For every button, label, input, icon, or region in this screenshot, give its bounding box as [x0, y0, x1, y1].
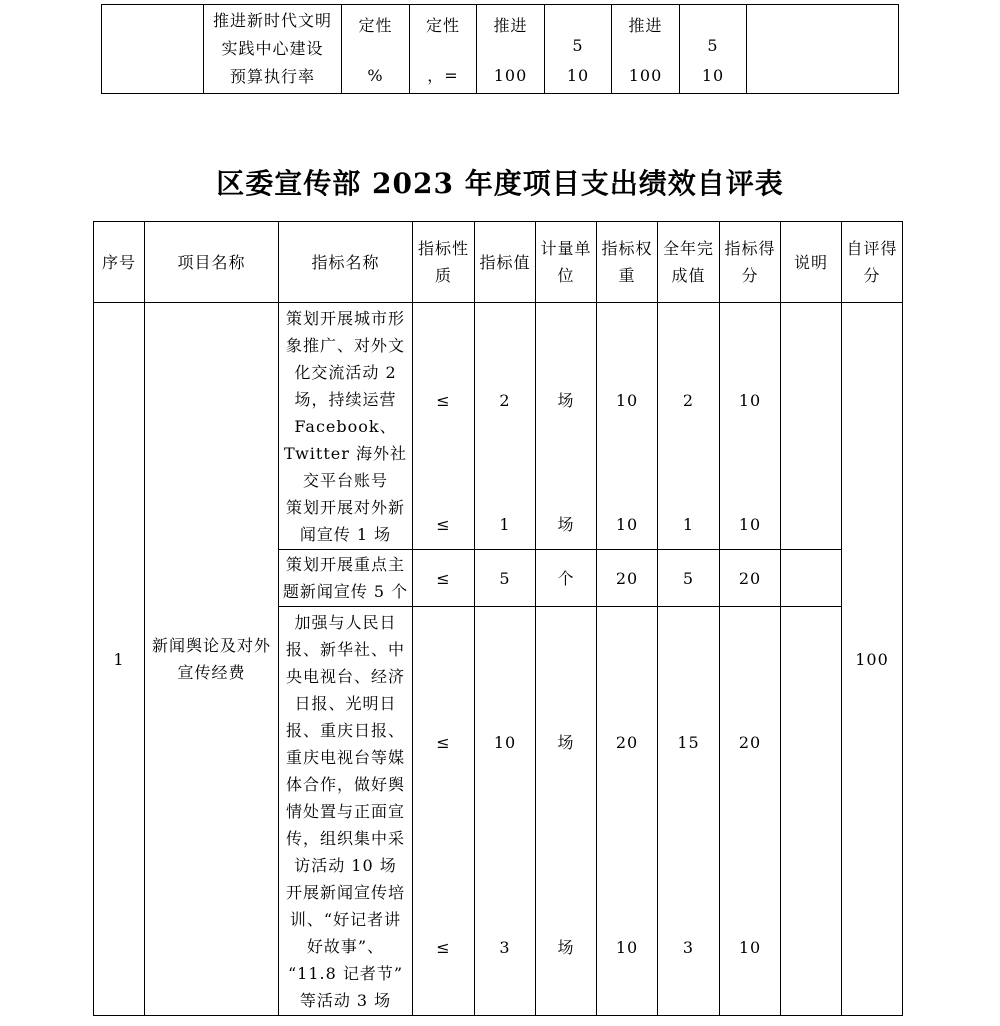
text-line: 质 — [434, 266, 452, 285]
header-nature — [413, 222, 475, 303]
text-line: 题新闻宣传 5 个 — [282, 582, 409, 601]
header-unit — [536, 222, 597, 303]
text-line: 重庆电视台等媒 — [285, 747, 405, 767]
text-line: 宣传经费 — [177, 663, 246, 682]
score-cell — [720, 303, 781, 550]
text-line: 1 — [499, 515, 511, 534]
text-line: 新闻舆论及对外 — [151, 636, 271, 655]
nature-cell: ≤ — [413, 550, 475, 607]
text-line: 策划开展对外新 — [285, 497, 405, 517]
header-indicator: 指标名称 — [279, 222, 413, 303]
value-cell: 5 — [475, 550, 536, 607]
text-line: 2 — [499, 391, 511, 410]
header-project: 项目名称 — [145, 222, 279, 303]
unit-cell — [536, 303, 597, 550]
text-line: 成值 — [671, 266, 706, 285]
text-line: 日报、光明日 — [294, 693, 397, 713]
text-line: 10 — [738, 391, 762, 410]
text-line: % — [367, 66, 384, 85]
text-line: 化交流活动 2 — [294, 362, 397, 382]
text-line: 报、重庆日报、 — [285, 720, 405, 740]
text-line: 20 — [615, 733, 639, 752]
nature-cell — [342, 5, 410, 94]
header-value: 指标值 — [475, 222, 536, 303]
text-line: 央电视台、经济 — [285, 666, 405, 686]
text-line: 闻宣传 1 场 — [299, 524, 392, 544]
text-line: 训、“好记者讲 — [289, 909, 402, 929]
text-line: “11.8 记者节” — [287, 963, 404, 983]
text-line: 重 — [618, 266, 636, 285]
text-line: 加强与人民日 — [294, 612, 397, 632]
text-line: 定性 — [425, 16, 460, 35]
text-line: 报、新华社、中 — [285, 639, 405, 659]
text-line: ≤ — [436, 733, 451, 752]
unit-cell: 个 — [536, 550, 597, 607]
text-line: 3 — [682, 938, 695, 957]
weight-cell — [597, 303, 658, 550]
page-title: 区委宣传部 2023 年度项目支出绩效自评表 — [216, 167, 784, 200]
text-line: 10 — [493, 733, 517, 752]
score-cell — [680, 5, 747, 94]
unit-cell — [536, 607, 597, 1016]
text-line: 指标权 — [601, 239, 653, 258]
text-line: 分 — [863, 266, 881, 285]
text-line: 10 — [615, 938, 639, 957]
value-cell — [475, 607, 536, 1016]
text-line: 交平台账号 — [302, 470, 388, 490]
table-row — [102, 5, 899, 94]
note-cell — [781, 303, 842, 550]
text-line: Twitter 海外社 — [284, 443, 407, 463]
text-line: 推进新时代文明 — [212, 11, 332, 30]
score-cell: 20 — [720, 550, 781, 607]
text-line: 10 — [615, 515, 639, 534]
note-cell — [781, 550, 842, 607]
text-line: 定性 — [358, 16, 393, 35]
header-self-score — [842, 222, 903, 303]
text-line: 情处置与正面宣 — [285, 801, 405, 821]
previous-page-table — [101, 4, 899, 94]
text-line: ≤ — [436, 515, 451, 534]
text-line: 推进 — [493, 16, 528, 35]
text-line: 等活动 3 场 — [299, 990, 392, 1010]
text-line: 10 — [566, 66, 590, 85]
text-line: 体合作，做好舆 — [285, 774, 405, 794]
value-type-cell — [410, 5, 477, 94]
text-line: 开展新闻宣传培 — [285, 882, 405, 902]
text-line: 场 — [557, 391, 575, 410]
text-line: 全年完 — [662, 239, 714, 258]
text-line: 位 — [557, 266, 575, 285]
text-line: 5 — [707, 36, 719, 55]
text-line: 策划开展城市形 — [285, 308, 405, 328]
indicator-name-cell — [279, 550, 413, 607]
nature-cell — [413, 607, 475, 1016]
text-line: 传，组织集中采 — [285, 828, 405, 848]
text-line: 15 — [677, 733, 700, 752]
text-line: 场，持续运营 — [294, 389, 397, 409]
text-line: 推进 — [628, 16, 663, 35]
text-line: 自评得 — [846, 239, 898, 258]
text-line: Facebook、 — [294, 416, 397, 436]
target-cell — [477, 5, 545, 94]
text-line: 指标得 — [724, 239, 776, 258]
text-line: ≤ — [436, 391, 451, 410]
text-line: 实践中心建设 — [221, 39, 324, 58]
text-line: 1 — [682, 515, 695, 534]
text-line: 10 — [701, 66, 725, 85]
header-row — [94, 222, 903, 303]
text-line: ，= — [427, 66, 459, 85]
empty-cell — [102, 5, 204, 94]
text-line: 象推广、对外文 — [285, 335, 405, 355]
text-line: 2 — [682, 391, 695, 410]
weight-cell — [597, 607, 658, 1016]
text-line: 指标性 — [417, 239, 469, 258]
weight-cell — [545, 5, 612, 94]
self-score-cell: 100 — [842, 303, 903, 1016]
text-line: 场 — [557, 938, 575, 957]
text-line: 策划开展重点主 — [285, 555, 405, 574]
text-line: 分 — [741, 266, 759, 285]
seq-cell: 1 — [94, 303, 145, 1016]
indicator-name-cell — [204, 5, 342, 94]
text-line: 10 — [738, 938, 762, 957]
indicator-name-cell — [279, 607, 413, 1016]
text-line: 100 — [493, 66, 528, 85]
project-name-cell — [145, 303, 279, 1016]
text-line: 3 — [499, 938, 511, 957]
text-line: 场 — [557, 733, 575, 752]
header-completed — [658, 222, 720, 303]
header-weight — [597, 222, 658, 303]
text-line: 100 — [628, 66, 663, 85]
text-line: 10 — [615, 391, 639, 410]
text-line: 10 — [738, 515, 762, 534]
text-line: 场 — [557, 515, 575, 534]
header-note: 说明 — [781, 222, 842, 303]
completed-cell — [658, 607, 720, 1016]
indicator-name-cell — [279, 303, 413, 550]
performance-table — [93, 221, 903, 1016]
note-cell — [781, 607, 842, 1016]
nature-cell — [413, 303, 475, 550]
text-line: 20 — [738, 733, 762, 752]
value-cell — [475, 303, 536, 550]
completed-cell: 5 — [658, 550, 720, 607]
score-cell — [720, 607, 781, 1016]
text-line: 预算执行率 — [229, 67, 315, 86]
weight-cell: 20 — [597, 550, 658, 607]
text-line: 5 — [572, 36, 584, 55]
text-line: 访活动 10 场 — [294, 855, 397, 875]
header-seq: 序号 — [94, 222, 145, 303]
empty-cell — [747, 5, 899, 94]
text-line: 好故事”、 — [306, 936, 385, 956]
header-score — [720, 222, 781, 303]
text-line: 计量单 — [540, 239, 592, 258]
text-line: ≤ — [436, 938, 451, 957]
completed-cell — [612, 5, 680, 94]
completed-cell — [658, 303, 720, 550]
